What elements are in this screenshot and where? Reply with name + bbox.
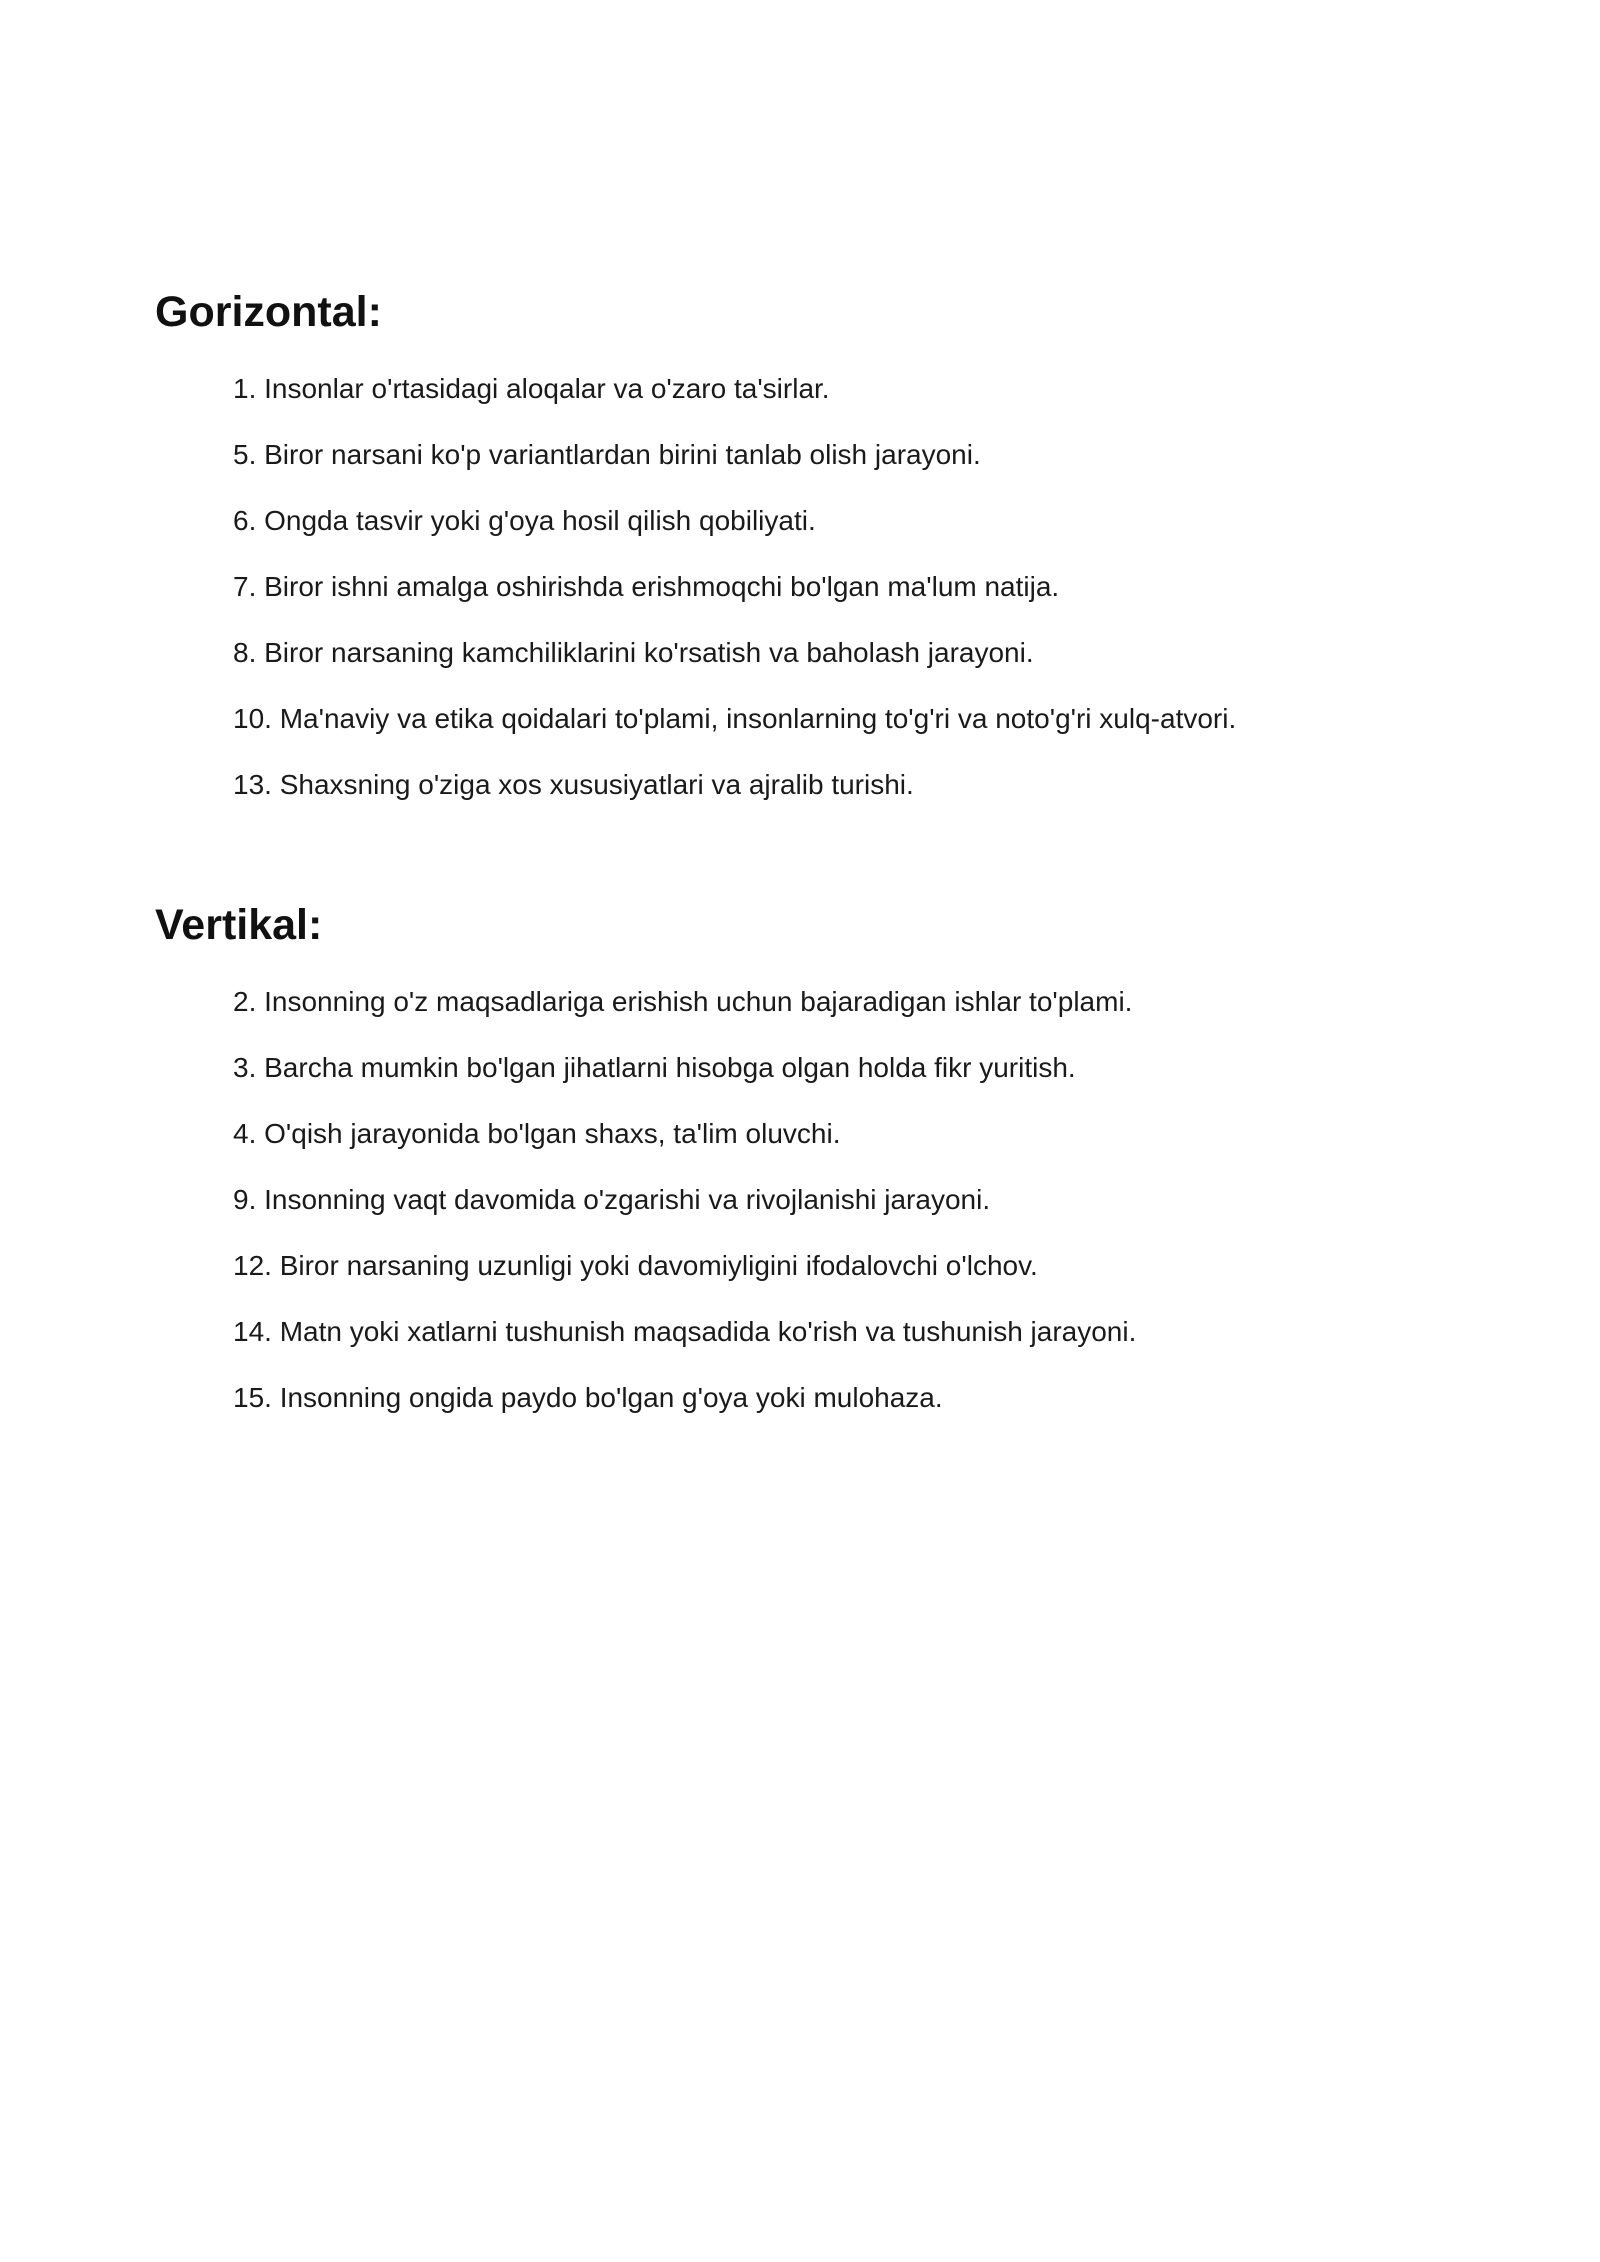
gorizontal-clue-13: 13. Shaxsning o'ziga xos xususiyatlari va ajralib turishi. (233, 769, 914, 800)
gorizontal-clue-8: 8. Biror narsaning kamchiliklarini ko'rsatish va baholash jarayoni. (233, 637, 1034, 668)
gorizontal-section (155, 280, 1445, 818)
gorizontal-clue-10: 10. Ma'naviy va etika qoidalari to'plami, insonlarning to'g'ri va noto'g'ri xulq-atvori. (233, 703, 1237, 734)
vertikal-clue-14: 14. Matn yoki xatlarni tushunish maqsadida ko'rish va tushunish jarayoni. (233, 1316, 1137, 1347)
vertikal-clue-4: 4. O'qish jarayonida bo'lgan shaxs, ta'lim oluvchi. (233, 1118, 841, 1149)
vertikal-clue-15: 15. Insonning ongida paydo bo'lgan g'oya yoki mulohaza. (233, 1382, 943, 1413)
gorizontal-clue-1: 1. Insonlar o'rtasidagi aloqalar va o'zaro ta'sirlar. (233, 373, 830, 404)
vertikal-section (155, 893, 1445, 1431)
gorizontal-clue-7: 7. Biror ishni amalga oshirishda erishmoqchi bo'lgan ma'lum natija. (233, 571, 1060, 602)
vertikal-heading: Vertikal: (155, 901, 323, 949)
vertikal-clue-list (155, 969, 1445, 1431)
vertikal-clue-2: 2. Insonning o'z maqsadlariga erishish uchun bajaradigan ishlar to'plami. (233, 986, 1133, 1017)
gorizontal-clue-list (155, 356, 1445, 818)
vertikal-clue-9: 9. Insonning vaqt davomida o'zgarishi va rivojlanishi jarayoni. (233, 1184, 991, 1215)
gorizontal-clue-6: 6. Ongda tasvir yoki g'oya hosil qilish qobiliyati. (233, 505, 816, 536)
vertikal-clue-3: 3. Barcha mumkin bo'lgan jihatlarni hisobga olgan holda fikr yuritish. (233, 1052, 1076, 1083)
gorizontal-heading: Gorizontal: (155, 288, 382, 336)
vertikal-clue-12: 12. Biror narsaning uzunligi yoki davomiyligini ifodalovchi o'lchov. (233, 1250, 1038, 1281)
gorizontal-clue-5: 5. Biror narsani ko'p variantlardan birini tanlab olish jarayoni. (233, 439, 981, 470)
